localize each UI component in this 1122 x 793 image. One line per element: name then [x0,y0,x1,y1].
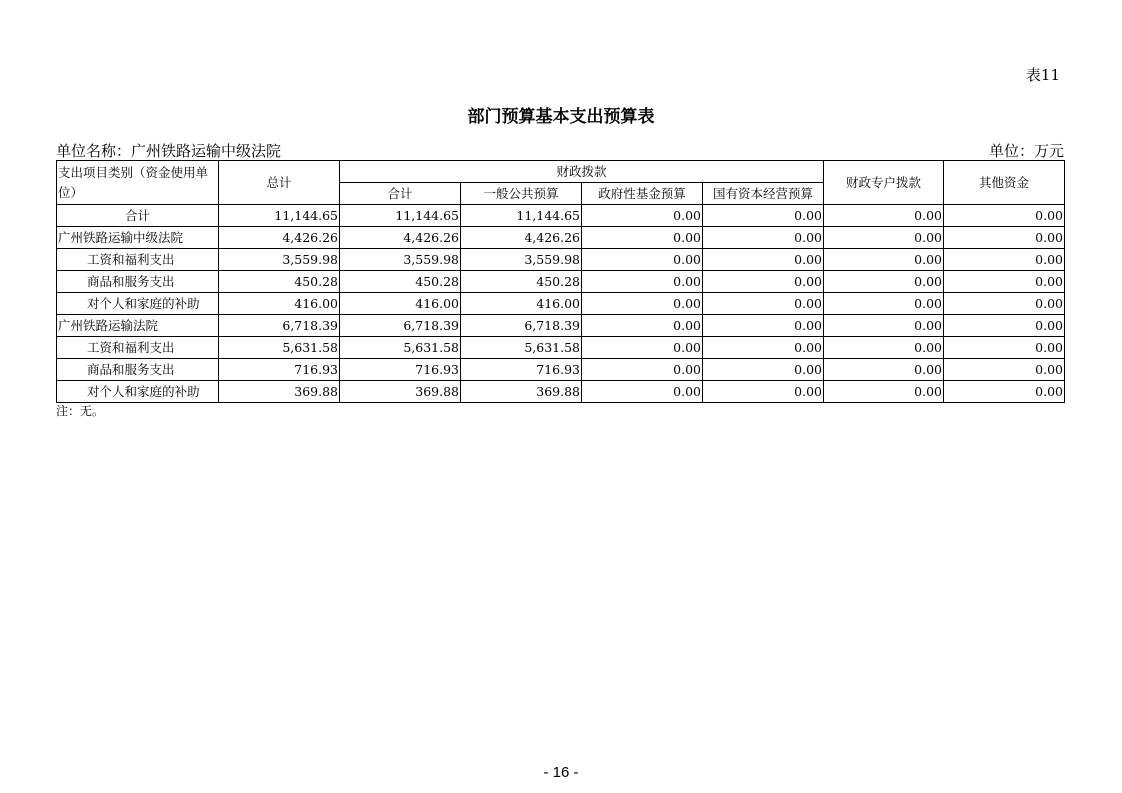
header-other: 其他资金 [944,161,1065,205]
row-value: 3,559.98 [340,249,461,271]
unit-name: 单位名称：广州铁路运输中级法院 [56,142,282,160]
row-label: 广州铁路运输法院 [57,315,219,337]
row-value: 6,718.39 [340,315,461,337]
page-title: 部门预算基本支出预算表 [467,107,655,127]
row-value: 0.00 [824,359,944,381]
row-value: 450.28 [340,271,461,293]
row-value: 4,426.26 [340,227,461,249]
row-value: 0.00 [944,271,1065,293]
row-value: 0.00 [703,205,824,227]
row-value: 716.93 [461,359,582,381]
row-label: 对个人和家庭的补助 [57,293,219,315]
row-label: 商品和服务支出 [57,359,219,381]
row-value: 4,426.26 [219,227,340,249]
row-value: 4,426.26 [461,227,582,249]
row-value: 5,631.58 [461,337,582,359]
row-label: 工资和福利支出 [57,337,219,359]
row-value: 716.93 [340,359,461,381]
row-value: 11,144.65 [461,205,582,227]
row-value: 0.00 [703,249,824,271]
table-row [57,337,1065,359]
row-value: 0.00 [582,315,703,337]
header-category: 支出项目类别（资金使用单位） [57,161,219,205]
row-value: 0.00 [944,315,1065,337]
row-value: 0.00 [944,205,1065,227]
table-row [57,227,1065,249]
row-value: 0.00 [703,271,824,293]
row-value: 0.00 [824,227,944,249]
table-number: 表11 [1025,66,1060,84]
row-value: 0.00 [703,315,824,337]
row-value: 0.00 [582,381,703,403]
row-value: 0.00 [824,315,944,337]
row-value: 3,559.98 [219,249,340,271]
row-label: 商品和服务支出 [57,271,219,293]
row-value: 369.88 [461,381,582,403]
row-value: 5,631.58 [340,337,461,359]
row-value: 6,718.39 [219,315,340,337]
table-row [57,359,1065,381]
row-value: 416.00 [461,293,582,315]
row-value: 450.28 [461,271,582,293]
row-value: 450.28 [219,271,340,293]
table-body [57,205,1065,403]
row-value: 11,144.65 [219,205,340,227]
row-value: 369.88 [219,381,340,403]
row-value: 0.00 [824,293,944,315]
table-row [57,249,1065,271]
unit-label: 单位：万元 [988,142,1064,160]
table-row [57,315,1065,337]
row-value: 716.93 [219,359,340,381]
page-number: - 16 - [543,764,579,781]
row-value: 0.00 [582,271,703,293]
row-value: 11,144.65 [340,205,461,227]
row-value: 0.00 [824,205,944,227]
row-value: 0.00 [582,249,703,271]
header-state-capital: 国有资本经营预算 [703,183,824,205]
row-value: 0.00 [944,293,1065,315]
row-value: 0.00 [824,249,944,271]
row-value: 0.00 [582,293,703,315]
row-label: 工资和福利支出 [57,249,219,271]
row-value: 369.88 [340,381,461,403]
row-value: 0.00 [582,205,703,227]
row-value: 416.00 [340,293,461,315]
row-value: 0.00 [944,359,1065,381]
row-value: 5,631.58 [219,337,340,359]
row-label: 对个人和家庭的补助 [57,381,219,403]
row-value: 0.00 [703,381,824,403]
row-value: 0.00 [944,337,1065,359]
row-value: 0.00 [582,337,703,359]
header-fund: 政府性基金预算 [582,183,703,205]
header-general: 一般公共预算 [461,183,582,205]
row-label: 广州铁路运输中级法院 [57,227,219,249]
table-row [57,381,1065,403]
row-value: 0.00 [582,359,703,381]
row-value: 0.00 [703,293,824,315]
row-value: 0.00 [944,249,1065,271]
header-subtotal: 合计 [340,183,461,205]
row-label: 合计 [57,205,219,227]
row-value: 6,718.39 [461,315,582,337]
table-row [57,271,1065,293]
budget-table [56,160,1065,403]
row-value: 416.00 [219,293,340,315]
row-value: 0.00 [703,227,824,249]
table-row [57,293,1065,315]
table-row [57,205,1065,227]
row-value: 0.00 [703,359,824,381]
row-value: 0.00 [582,227,703,249]
table-note: 注：无。 [56,404,105,418]
row-value: 3,559.98 [461,249,582,271]
row-value: 0.00 [944,381,1065,403]
row-value: 0.00 [824,337,944,359]
row-value: 0.00 [703,337,824,359]
header-fiscal: 财政拨款 [340,161,824,183]
header-special: 财政专户拨款 [824,161,944,205]
header-total: 总计 [219,161,340,205]
row-value: 0.00 [944,227,1065,249]
row-value: 0.00 [824,381,944,403]
row-value: 0.00 [824,271,944,293]
